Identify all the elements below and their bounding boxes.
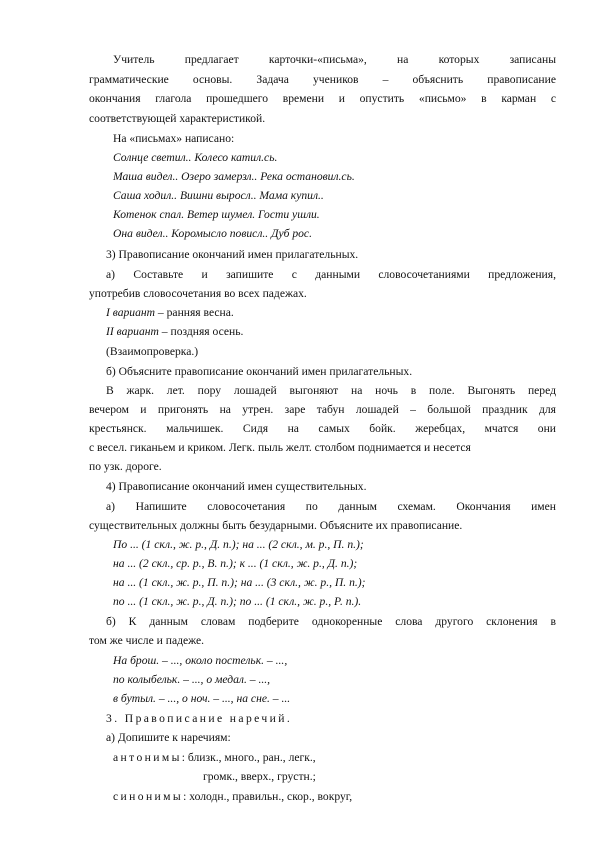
words-line-1: На брош. – ..., около постельк. – ..., — [113, 654, 288, 667]
synonyms-label: синонимы — [113, 790, 184, 803]
section-3a-line-1: а) Составьте и запишите с данными словосочетаниями предложения, — [106, 268, 556, 281]
intro-line-2: грамматические основы. Задача учеников – объяснить правописание — [89, 73, 556, 86]
variant-2 — [106, 325, 243, 339]
peer-check-note: (Взаимопроверка.) — [106, 345, 199, 358]
section-4b-line-1: б) К данным словам подберите однокоренные слова другого склонения в — [106, 615, 556, 628]
scheme-line-2: на ... (2 скл., ср. р., В. п.); к ... (1 скл., ж. р., Д. п.); — [113, 557, 358, 570]
antonyms-words: : близк., много., ран., легк., — [181, 751, 316, 764]
exercise-text-line-3: крестьянск. мальчишек. Сидя на самых бойк. жеребцах, мчатся они — [89, 422, 556, 435]
section-4a-line-2: существительных должны быть безударными. Объясните их правописание. — [89, 519, 463, 532]
antonyms-continuation: громк., вверх., грустн.; — [203, 770, 316, 783]
letters-row-5: Она видел.. Коромысло повисл.. Дуб рос. — [113, 227, 312, 240]
scheme-line-4: по ... (1 скл., ж. р., Д. п.); по ... (1 скл., ж. р., Р. п.). — [113, 595, 362, 608]
variant-1 — [106, 306, 234, 320]
section-4b-line-2: том же числе и падеже. — [89, 634, 205, 647]
section-3-heading: 3) Правописание окончаний имен прилагательных. — [106, 248, 359, 261]
section-4a-line-1: а) Напишите словосочетания по данным схемам. Окончания имен — [106, 500, 556, 513]
variant-2-label: II вариант — [106, 325, 159, 338]
section-4-heading: 4) Правописание окончаний имен существительных. — [106, 480, 367, 493]
exercise-text-line-1: В жарк. лет. пору лошадей выгоняют на ночь в поле. Выгонять перед — [106, 384, 556, 397]
words-line-3: в бутыл. – ..., о ноч. – ..., на сне. – ... — [113, 692, 291, 705]
letters-row-3: Саша ходил.. Вишни выросл.. Мама купил.. — [113, 189, 324, 202]
synonyms-line — [113, 790, 352, 804]
section-3a-line-2: употребив словосочетания во всех падежах. — [89, 287, 307, 300]
section-3b-task: б) Объясните правописание окончаний имен прилагательных. — [106, 365, 413, 378]
letters-row-1: Солнце светил.. Колесо катил.сь. — [113, 151, 278, 164]
variant-1-text: – ранняя весна. — [155, 306, 234, 319]
scheme-line-1: По ... (1 скл., ж. р., Д. п.); на ... (2 скл., м. р., П. п.); — [113, 538, 364, 551]
variant-1-label: I вариант — [106, 306, 156, 319]
exercise-text-line-4: с весел. гиканьем и криком. Легк. пыль желт. столбом поднимается и несется — [89, 441, 471, 454]
antonyms-label: антонимы — [113, 751, 182, 764]
letters-row-4: Котенок спал. Ветер шумел. Гости ушли. — [113, 208, 320, 221]
adverbs-heading: 3. Правописание наречий. — [106, 712, 293, 725]
letters-heading: На «письмах» написано: — [113, 132, 235, 145]
exercise-text-line-2: вечером и пригонять на утрен. заре табун лошадей – большой праздник для — [89, 403, 556, 416]
words-line-2: по колыбельк. – ..., о медал. – ..., — [113, 673, 271, 686]
adverbs-task: а) Допишите к наречиям: — [106, 731, 231, 744]
exercise-text-line-5: по узк. дороге. — [89, 460, 162, 473]
variant-2-text: – поздняя осень. — [158, 325, 244, 338]
intro-line-3: окончания глагола прошедшего времени и опустить «письмо» в карман с — [89, 92, 556, 105]
scheme-line-3: на ... (1 скл., ж. р., П. п.); на ... (3 скл., ж. р., П. п.); — [113, 576, 366, 589]
letters-row-2: Маша видел.. Озеро замерзл.. Река остановил.сь. — [113, 170, 355, 183]
synonyms-words: : холодн., правильн., скор., вокруг, — [183, 790, 353, 803]
antonyms-line — [113, 751, 316, 765]
intro-line-1: Учитель предлагает карточки-«письма», на которых записаны — [113, 53, 556, 66]
intro-line-4: соответствующей характеристикой. — [89, 112, 266, 125]
